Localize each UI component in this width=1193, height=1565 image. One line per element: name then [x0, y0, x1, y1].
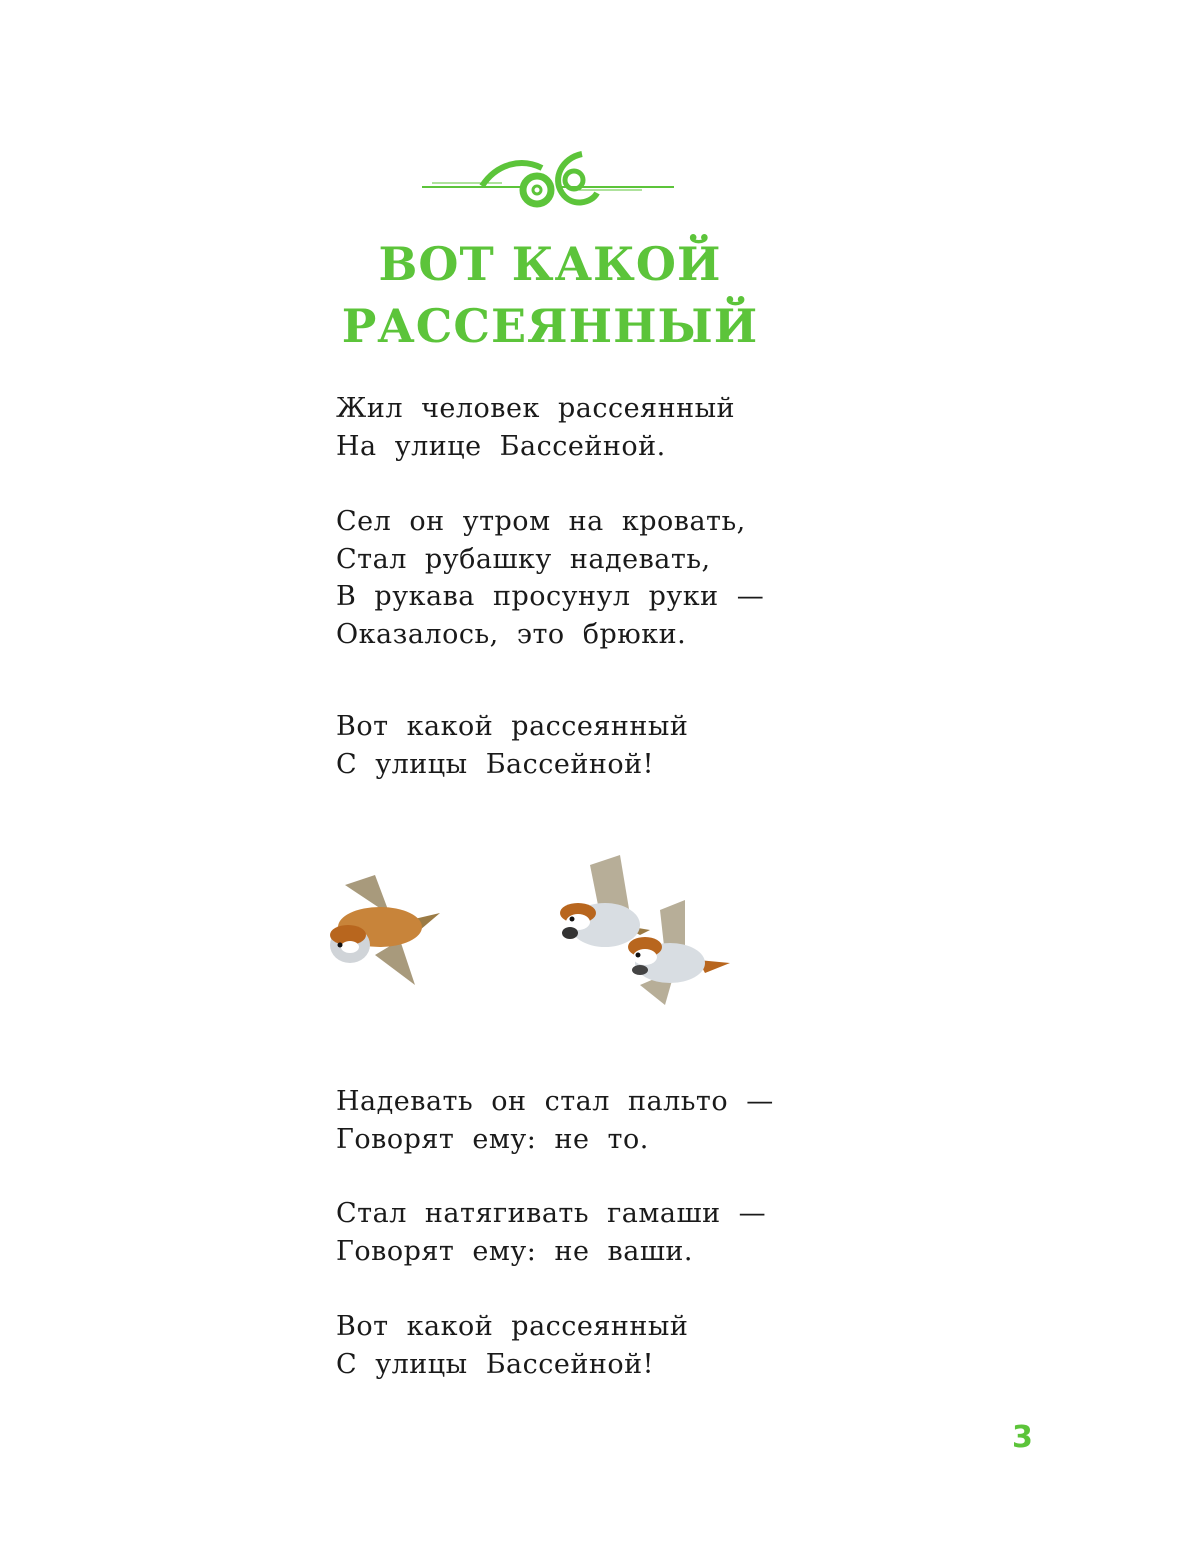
stanza	[336, 1195, 766, 1270]
verse-line: Надевать он стал пальто —	[336, 1086, 774, 1117]
verse-line: Вот какой рассеянный	[336, 1311, 689, 1342]
sparrow-left	[330, 875, 440, 985]
stanza	[336, 390, 735, 465]
poem-title-line-1: ВОТ КАКОЙ	[378, 237, 722, 291]
verse-line: Оказалось, это брюки.	[336, 618, 687, 650]
sparrows-illustration	[320, 845, 750, 1020]
page-number: 3	[1012, 1420, 1033, 1455]
sparrow-right-bottom	[628, 900, 730, 1005]
verse-line: Говорят ему: не то.	[336, 1123, 649, 1155]
verse-line: Говорят ему: не ваши.	[336, 1235, 694, 1267]
ornament-flourish-icon	[422, 148, 674, 214]
verse-line: В рукава просунул руки —	[336, 581, 765, 612]
stanza	[336, 1083, 774, 1158]
verse-line: С улицы Бассейной!	[336, 748, 654, 780]
stanza	[336, 708, 688, 783]
verse-line: Жил человек рассеянный	[336, 393, 736, 424]
verse-line: Стал рубашку надевать,	[336, 543, 711, 575]
verse-line: Сел он утром на кровать,	[336, 506, 746, 537]
stanza	[336, 1308, 688, 1383]
verse-line: На улице Бассейной.	[336, 430, 666, 462]
verse-line: Стал натягивать гамаши —	[336, 1198, 767, 1229]
verse-line: Вот какой рассеянный	[336, 711, 689, 742]
verse-line: С улицы Бассейной!	[336, 1348, 654, 1380]
stanza	[336, 503, 764, 653]
sparrow-right-top	[560, 855, 650, 947]
poem-title-line-2: РАССЕЯННЫЙ	[341, 299, 759, 353]
